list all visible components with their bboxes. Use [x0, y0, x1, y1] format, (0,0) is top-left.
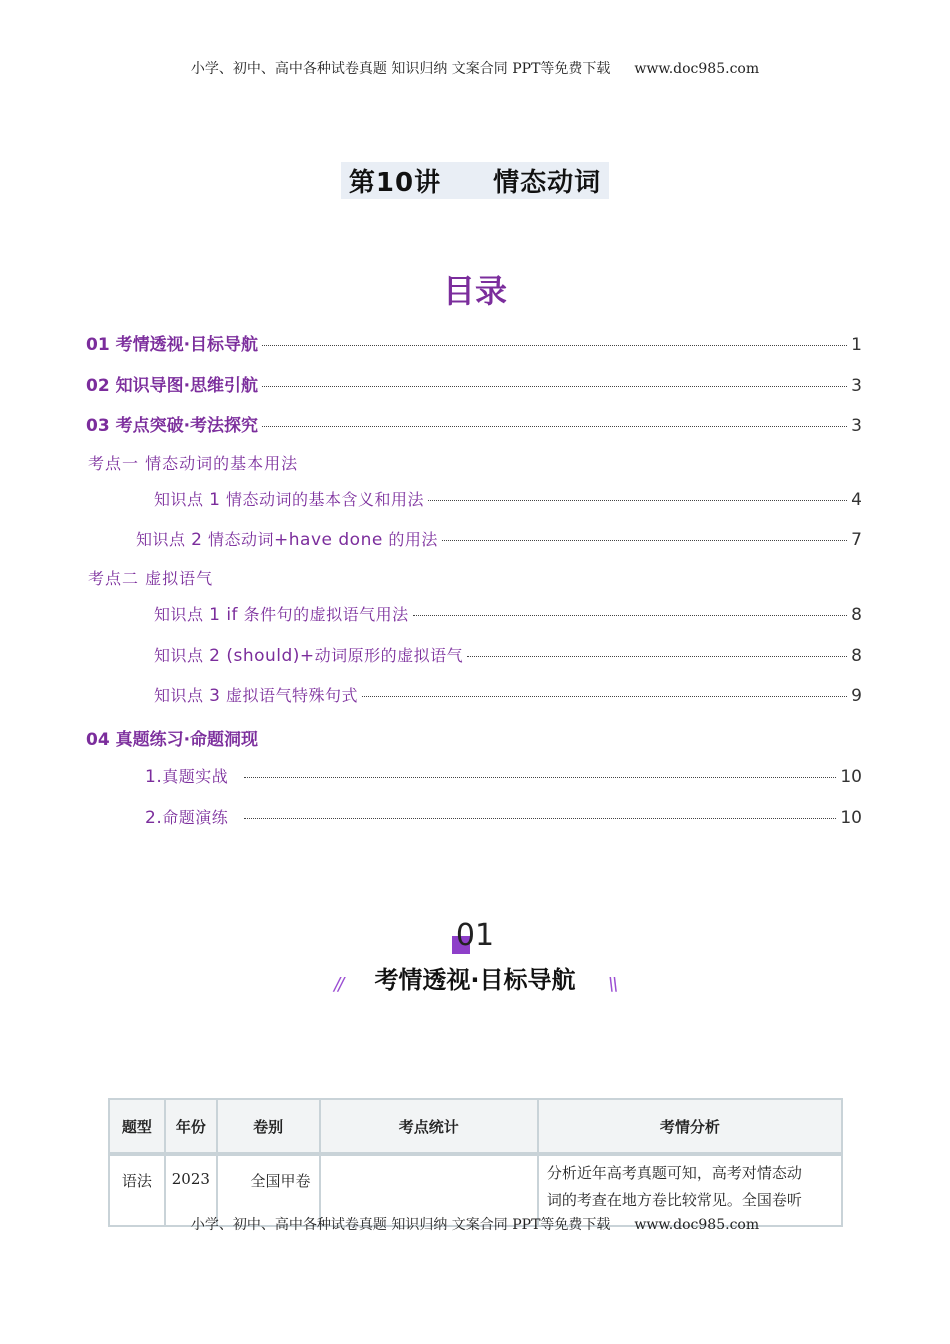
toc-entry[interactable] — [88, 566, 588, 589]
toc-entry[interactable] — [86, 371, 862, 396]
page-header — [0, 58, 950, 78]
toc-entry[interactable] — [86, 411, 862, 436]
toc-entry[interactable] — [86, 330, 862, 355]
right-slash-decoration: \\ — [608, 974, 617, 995]
column-header: 考点统计 — [320, 1099, 538, 1154]
toc-entry[interactable] — [154, 487, 862, 510]
toc-page-number: 3 — [851, 416, 862, 436]
section-number: 01 — [455, 918, 495, 953]
toc-entry[interactable] — [86, 725, 586, 750]
toc-leader — [362, 696, 847, 697]
toc-entry-label: 02 知识导图·思维引航 — [86, 376, 259, 396]
toc-leader — [244, 818, 836, 819]
toc-page-number: 9 — [851, 686, 862, 706]
toc-entry[interactable] — [154, 602, 862, 625]
toc-leader — [262, 345, 847, 346]
toc-entry-label: 知识点 2 (should)+动词原形的虚拟语气 — [154, 646, 464, 666]
footer-text: 小学、初中、高中各种试卷真题 知识归纳 文案合同 PPT等免费下载 — [190, 1217, 611, 1233]
toc-page-number: 10 — [840, 767, 862, 787]
cell-type: 语法 — [109, 1154, 165, 1226]
toc-entry-label: 04 真题练习·命题洞现 — [86, 730, 259, 750]
toc-page-number: 10 — [840, 808, 862, 828]
toc-leader — [467, 656, 847, 657]
toc-entry[interactable] — [145, 805, 862, 828]
left-slash-decoration: // — [334, 974, 343, 995]
toc-leader — [413, 615, 848, 616]
toc-entry[interactable] — [154, 683, 862, 706]
cell-year: 2023 — [165, 1154, 217, 1226]
toc-entry-label: 知识点 3 虚拟语气特殊句式 — [154, 686, 359, 706]
column-header: 卷别 — [217, 1099, 320, 1154]
toc-entry-label: 1.真题实战 — [145, 767, 229, 787]
toc-entry-label: 知识点 2 情态动词+have done 的用法 — [136, 530, 438, 550]
toc-page-number: 8 — [851, 605, 862, 625]
cell-analysis: 分析近年高考真题可知，高考对情态动 词的考查在地方卷比较常见。全国卷听 — [538, 1154, 842, 1226]
toc-entry-label: 考点一 情态动词的基本用法 — [88, 454, 299, 473]
toc-heading: 目录 — [442, 272, 507, 310]
lecture-number: 第10讲 — [345, 162, 445, 199]
section-title-wrap — [0, 960, 950, 995]
toc-page-number: 8 — [851, 646, 862, 666]
toc-leader — [442, 540, 847, 541]
toc-entry-label: 知识点 1 情态动词的基本含义和用法 — [154, 490, 425, 510]
toc-entry-label: 知识点 1 if 条件句的虚拟语气用法 — [154, 605, 409, 625]
toc-entry-label: 2.命题演练 — [145, 808, 229, 828]
toc-leader — [428, 500, 847, 501]
toc-entry-label: 01 考情透视·目标导航 — [86, 335, 259, 355]
toc-page-number: 7 — [851, 530, 862, 550]
header-url[interactable]: www.doc985.com — [634, 61, 760, 77]
column-header: 年份 — [165, 1099, 217, 1154]
exam-stats-table — [108, 1098, 843, 1227]
toc-page-number: 3 — [851, 376, 862, 396]
table-header-row — [109, 1099, 842, 1154]
toc-leader — [262, 386, 847, 387]
header-text: 小学、初中、高中各种试卷真题 知识归纳 文案合同 PPT等免费下载 — [190, 61, 611, 77]
toc-page-number: 1 — [851, 335, 862, 355]
column-header: 考情分析 — [538, 1099, 842, 1154]
toc-entry[interactable] — [145, 764, 862, 787]
toc-leader — [244, 777, 836, 778]
toc-entry[interactable] — [136, 527, 862, 550]
footer-url[interactable]: www.doc985.com — [634, 1217, 760, 1233]
toc-entry-label: 03 考点突破·考法探究 — [86, 416, 259, 436]
document-title — [0, 162, 950, 199]
toc-leader — [262, 426, 847, 427]
page-footer — [0, 1214, 950, 1234]
toc-entry[interactable] — [154, 643, 862, 666]
cell-paper: 全国甲卷 — [217, 1154, 320, 1226]
lecture-topic: 情态动词 — [489, 162, 605, 199]
toc-page-number: 4 — [851, 490, 862, 510]
section-title: 考情透视·目标导航 — [374, 966, 576, 994]
column-header: 题型 — [109, 1099, 165, 1154]
toc-entry-label: 考点二 虚拟语气 — [88, 569, 214, 588]
section-banner — [0, 918, 950, 998]
toc-entry[interactable] — [88, 451, 588, 474]
